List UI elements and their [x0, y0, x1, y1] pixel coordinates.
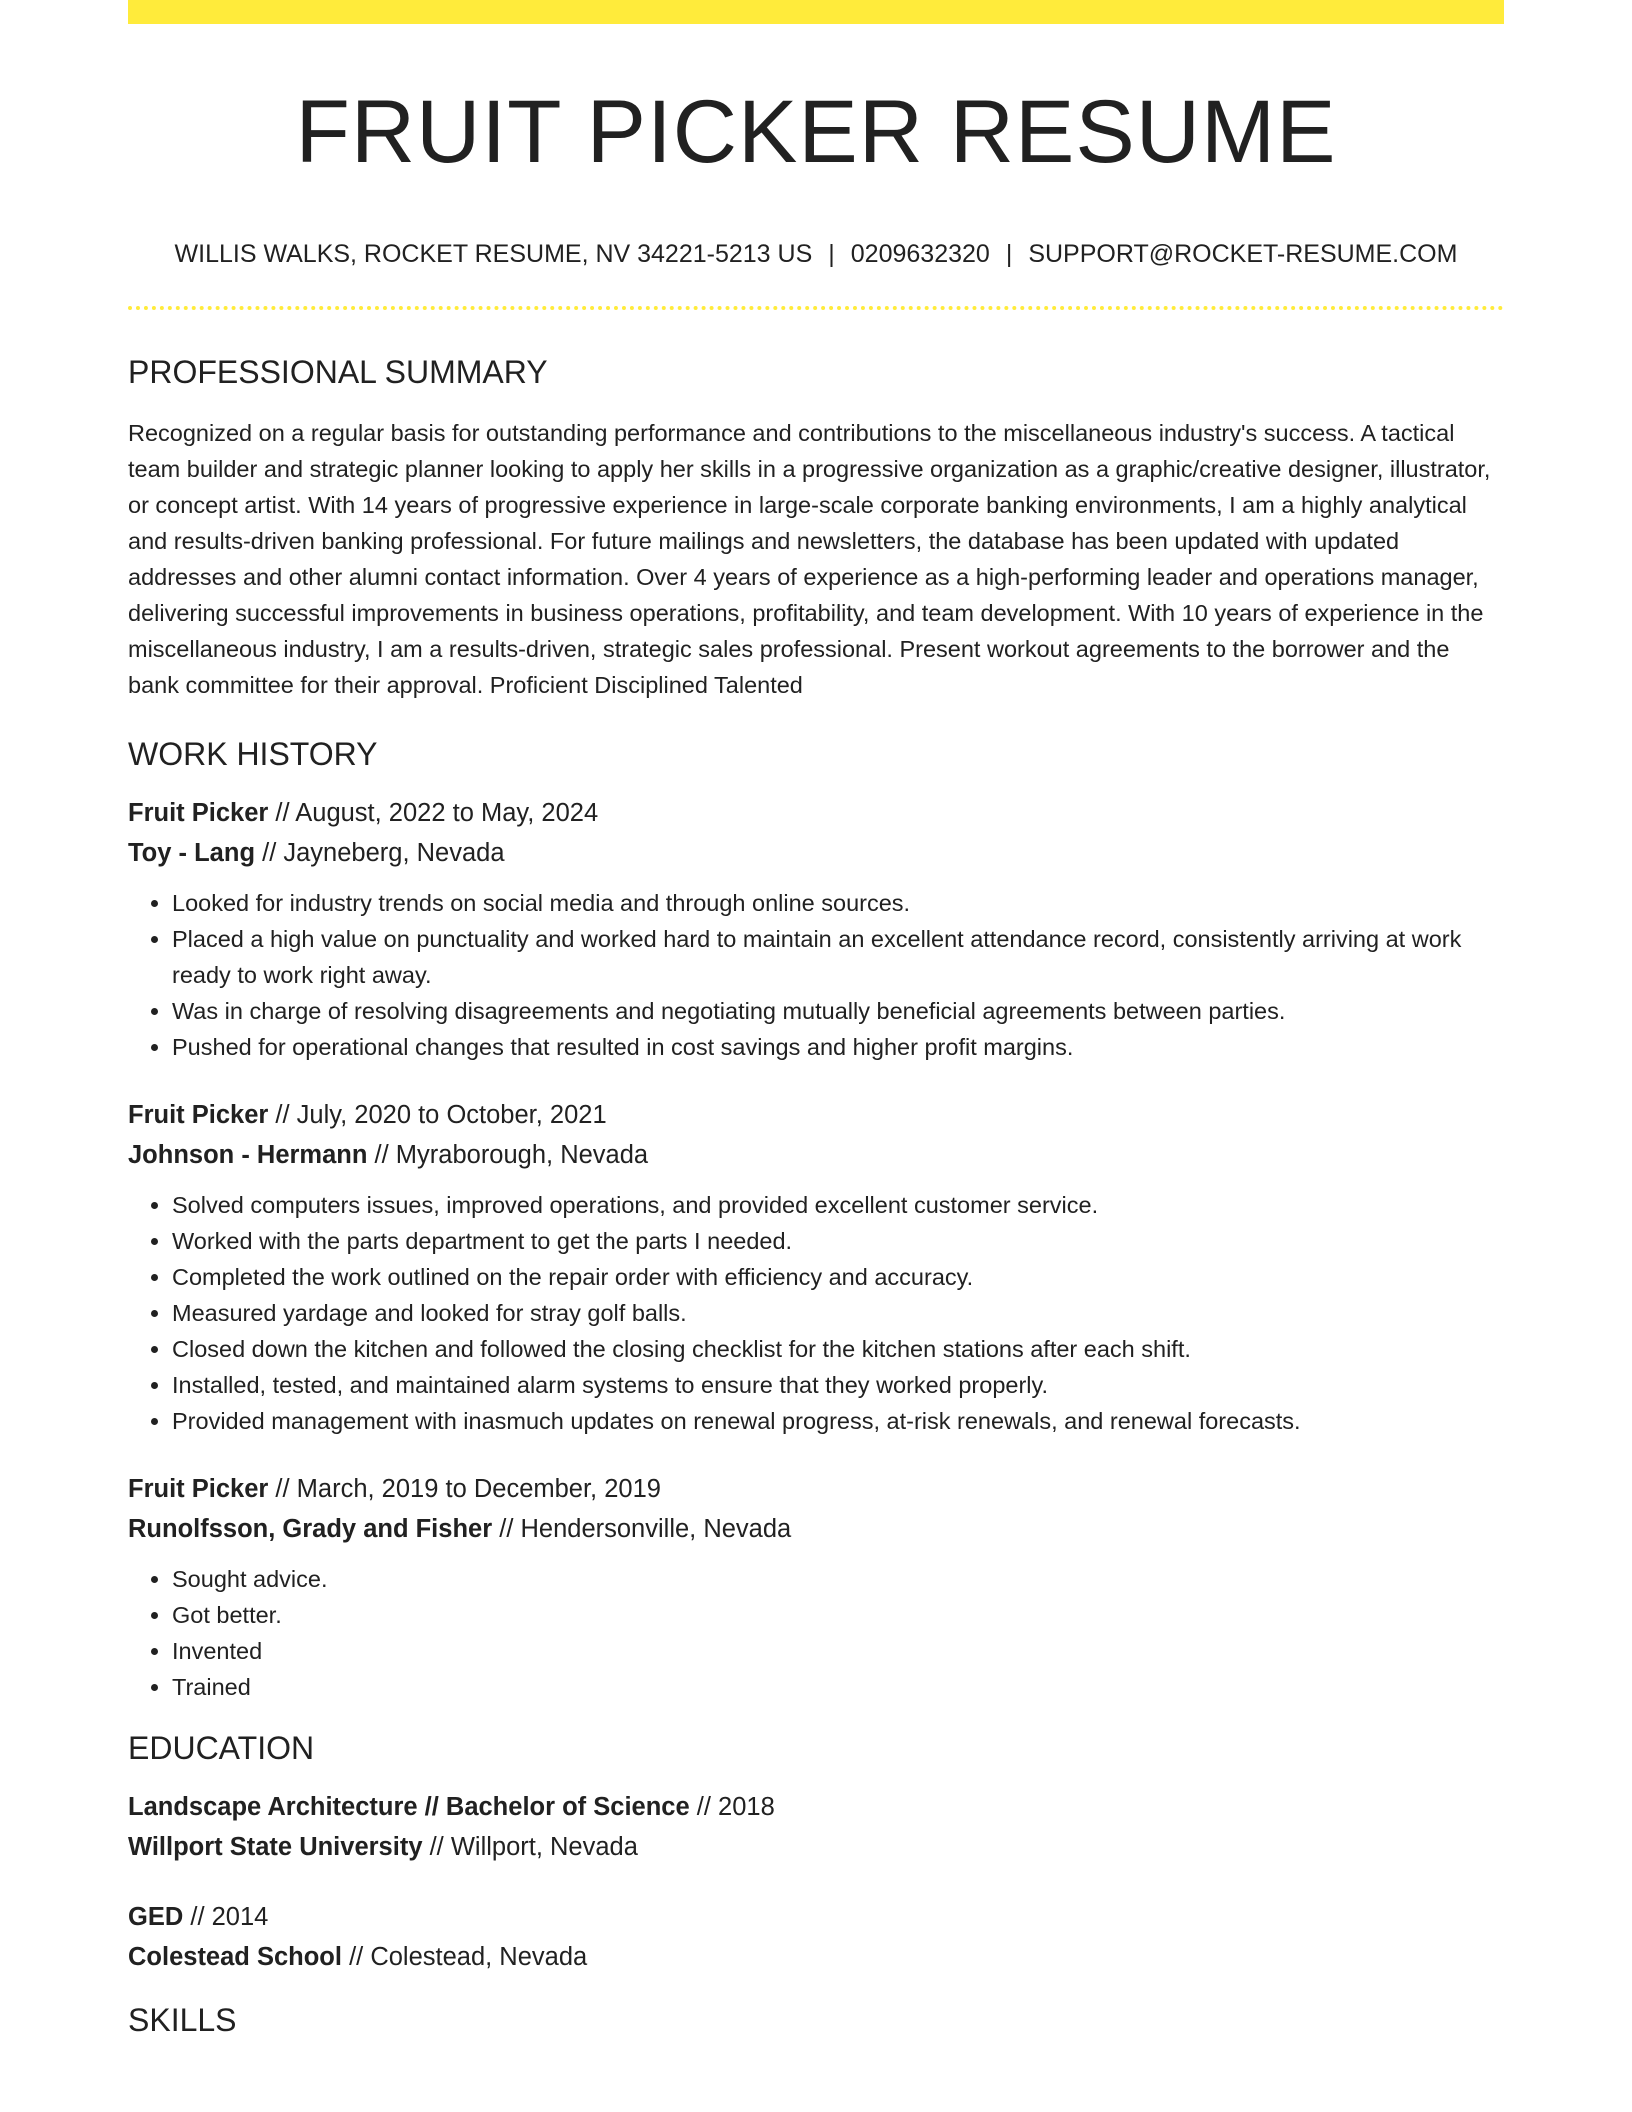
resume-title: FRUIT PICKER RESUME	[295, 81, 1337, 181]
job-location: // Myraborough, Nevada	[374, 1141, 649, 1169]
contact-separator: |	[1005, 240, 1013, 268]
contact-phone: 0209632320	[850, 240, 990, 268]
education-heading: EDUCATION	[128, 1730, 315, 1766]
education-school-line	[128, 1827, 1504, 1867]
accent-top-bar	[128, 0, 1504, 24]
job-entry	[128, 1095, 1504, 1439]
education-location: // Colestead, Nevada	[349, 1943, 588, 1971]
work-history-heading: WORK HISTORY	[128, 736, 378, 772]
education-school: Willport State University	[128, 1833, 423, 1861]
job-duties-list	[128, 885, 1504, 1065]
job-company-line	[128, 1135, 1504, 1175]
job-entry	[128, 793, 1504, 1065]
job-duty: • Trained	[172, 1669, 1504, 1705]
job-duty: • Got better.	[172, 1597, 1504, 1633]
job-location: // Hendersonville, Nevada	[499, 1515, 792, 1543]
job-dates: // August, 2022 to May, 2024	[275, 799, 599, 827]
job-duty: • Invented	[172, 1633, 1504, 1669]
job-company-line	[128, 833, 1504, 873]
summary-heading: PROFESSIONAL SUMMARY	[128, 354, 548, 390]
job-duty: • Solved computers issues, improved operations, and provided excellent customer service.	[172, 1187, 1504, 1223]
education-degree: Landscape Architecture // Bachelor of Science	[128, 1793, 690, 1821]
job-title-line	[128, 1095, 1504, 1135]
education-entry	[128, 1897, 1504, 1977]
job-duty: • Looked for industry trends on social media and through online sources.	[172, 885, 1504, 921]
contact-separator: |	[828, 240, 835, 268]
job-duties-list	[128, 1187, 1504, 1439]
job-title-line	[128, 1469, 1504, 1509]
job-duty: • Pushed for operational changes that resulted in cost savings and higher profit margins.	[172, 1029, 1504, 1065]
job-title: Fruit Picker	[128, 1475, 269, 1503]
education-year: // 2018	[696, 1793, 775, 1821]
education-degree-line	[128, 1897, 1504, 1937]
job-duty: • Provided management with inasmuch updates on renewal progress, at-risk renewals, and renewal forecasts.	[172, 1403, 1504, 1439]
job-company: Johnson - Hermann	[128, 1141, 368, 1169]
job-dates: // March, 2019 to December, 2019	[275, 1475, 661, 1503]
education-degree-line	[128, 1787, 1504, 1827]
job-duty: • Measured yardage and looked for stray golf balls.	[172, 1295, 1504, 1331]
education-entry	[128, 1787, 1504, 1867]
job-dates: // July, 2020 to October, 2021	[275, 1101, 607, 1129]
job-duty: • Placed a high value on punctuality and worked hard to maintain an excellent attendance record, consistently arriving at work ready to work right away.	[172, 921, 1504, 993]
skills-heading: SKILLS	[128, 2002, 237, 2038]
job-duty: • Installed, tested, and maintained alarm systems to ensure that they worked properly.	[172, 1367, 1504, 1403]
job-entry	[128, 1469, 1504, 1705]
education-school-line	[128, 1937, 1504, 1977]
job-title: Fruit Picker	[128, 1101, 269, 1129]
job-company-line	[128, 1509, 1504, 1549]
job-company: Runolfsson, Grady and Fisher	[128, 1515, 493, 1543]
education-location: // Willport, Nevada	[429, 1833, 638, 1861]
job-company: Toy - Lang	[128, 839, 256, 867]
job-title-line	[128, 793, 1504, 833]
contact-line	[128, 239, 1504, 269]
job-duties-list	[128, 1561, 1504, 1705]
job-duty: • Completed the work outlined on the repair order with efficiency and accuracy.	[172, 1259, 1504, 1295]
education-year: // 2014	[190, 1903, 269, 1931]
job-duty: • Was in charge of resolving disagreements and negotiating mutually beneficial agreements between parties.	[172, 993, 1504, 1029]
contact-address: WILLIS WALKS, ROCKET RESUME, NV 34221-5213 US	[174, 240, 813, 268]
summary-text: Recognized on a regular basis for outstanding performance and contributions to the miscellaneous industry's success. A tactical team builder and strategic planner looking to apply her skills in a progressive organization as a graphic/creative designer, illustrator, or concept artist. With 14 years of progressive experience in large-scale corporate banking environments, I am a highly analytical and results-driven banking professional. For future mailings and newsletters, the database has been updated with updated addresses and other alumni contact information. Over 4 years of experience as a high-performing leader and operations manager, delivering successful improvements in business operations, profitability, and team development. With 10 years of experience in the miscellaneous industry, I am a results-driven, strategic sales professional. Present workout agreements to the borrower and the bank committee for their approval. Proficient Disciplined Talented	[128, 420, 1491, 698]
job-duty: • Sought advice.	[172, 1561, 1504, 1597]
dotted-divider	[128, 306, 1504, 310]
job-duty: • Closed down the kitchen and followed the closing checklist for the kitchen stations after each shift.	[172, 1331, 1504, 1367]
contact-email: SUPPORT@ROCKET-RESUME.COM	[1028, 240, 1458, 268]
job-location: // Jayneberg, Nevada	[262, 839, 505, 867]
job-duty: • Worked with the parts department to get the parts I needed.	[172, 1223, 1504, 1259]
resume-page	[128, 0, 1504, 2039]
education-degree: GED	[128, 1903, 184, 1931]
education-school: Colestead School	[128, 1943, 342, 1971]
job-title: Fruit Picker	[128, 799, 269, 827]
